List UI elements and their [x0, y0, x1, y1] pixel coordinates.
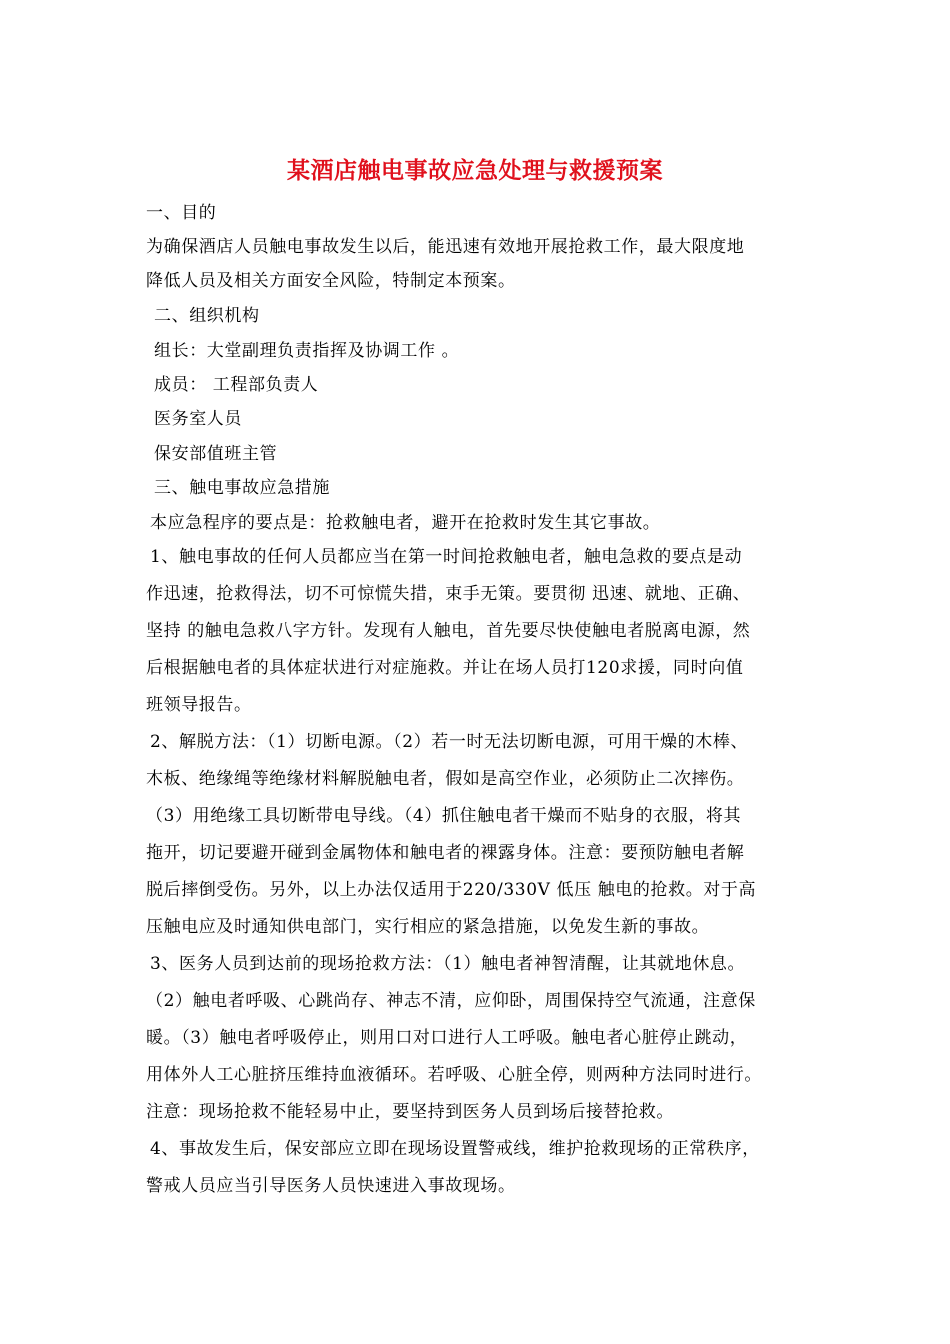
paragraph-line: 2、解脱方法：（1）切断电源。（2）若一时无法切断电源，可用干燥的木棒、 [150, 732, 749, 752]
paragraph-line: 压触电应及时通知供电部门，实行相应的紧急措施，以免发生新的事故。 [146, 917, 710, 937]
paragraph-line: 暖。（3）触电者呼吸停止，则用口对口进行人工呼吸。触电者心脏停止跳动， [146, 1028, 748, 1048]
paragraph-line: 本应急程序的要点是：抢救触电者，避开在抢救时发生其它事故。 [150, 513, 661, 533]
paragraph-line: （3）用绝缘工具切断带电导线。（4）抓住触电者干燥而不贴身的衣服，将其 [146, 806, 742, 826]
paragraph-line: 拖开，切记要避开碰到金属物体和触电者的裸露身体。注意：要预防触电者解 [146, 843, 745, 863]
paragraph-line: 注意：现场抢救不能轻易中止，要坚持到医务人员到场后接替抢救。 [146, 1102, 674, 1122]
paragraph-line: 脱后摔倒受伤。另外，以上办法仅适用于220/330V 低压 触电的抢救。对于高 [146, 880, 757, 900]
paragraph-line: 保安部值班主管 [154, 444, 278, 464]
paragraph-line: 3、医务人员到达前的现场抢救方法：（1）触电者神智清醒，让其就地休息。 [150, 954, 746, 974]
paragraph-line: （2）触电者呼吸、心跳尚存、神志不清，应仰卧，周围保持空气流通，注意保 [146, 991, 756, 1011]
paragraph-line: 降低人员及相关方面安全风险，特制定本预案。 [146, 271, 516, 291]
paragraph-line: 木板、绝缘绳等绝缘材料解脱触电者，假如是高空作业，必须防止二次摔伤。 [146, 769, 745, 789]
paragraph-line: 4、事故发生后，保安部应立即在现场设置警戒线，维护抢救现场的正常秩序， [150, 1139, 760, 1159]
paragraph-line: 医务室人员 [154, 409, 242, 429]
paragraph-line: 成员： 工程部负责人 [154, 375, 319, 395]
paragraph-line: 作迅速，抢救得法，切不可惊慌失措，束手无策。要贯彻 迅速、就地、正确、 [146, 584, 751, 604]
paragraph-line: 坚持 的触电急救八字方针。发现有人触电，首先要尽快使触电者脱离电源，然 [146, 621, 751, 641]
paragraph-line: 班领导报告。 [146, 695, 252, 715]
section-heading-organization: 二、组织机构 [154, 306, 260, 326]
paragraph-line: 用体外人工心脏挤压维持血液循环。若呼吸、心脏全停，则两种方法同时进行。 [146, 1065, 762, 1085]
paragraph-line: 1、触电事故的任何人员都应当在第一时间抢救触电者，触电急救的要点是动 [150, 547, 743, 567]
paragraph-line: 组长：大堂副理负责指挥及协调工作 。 [154, 341, 460, 361]
paragraph-line: 为确保酒店人员触电事故发生以后，能迅速有效地开展抢救工作，最大限度地 [146, 237, 745, 257]
paragraph-line: 后根据触电者的具体症状进行对症施救。并让在场人员打120求援，同时向值 [146, 658, 744, 678]
section-heading-measures: 三、触电事故应急措施 [154, 478, 330, 498]
paragraph-line: 警戒人员应当引导医务人员快速进入事故现场。 [146, 1176, 516, 1196]
section-heading-purpose: 一、目的 [146, 203, 217, 223]
document-title: 某酒店触电事故应急处理与救援预案 [287, 157, 663, 184]
